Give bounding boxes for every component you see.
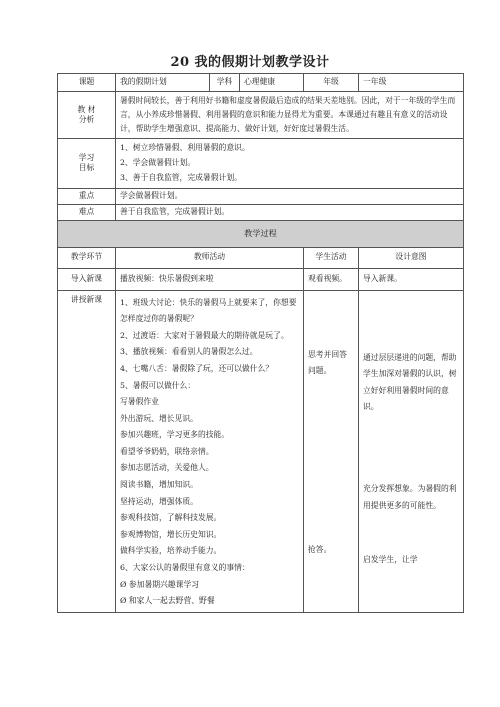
teacher-line: 参加兴趣班，学习更多的技能。	[120, 430, 230, 440]
teacher-line: 1、班级大讨论：快乐的暑假马上就要来了，你想要怎样度过你的暑假呢？	[120, 297, 297, 324]
goal-item: 1、树立珍惜暑假、利用暑假的意识。	[120, 143, 250, 153]
teacher-line: 外出游玩、增长见识。	[120, 413, 198, 423]
intro-stage: 导入新课	[58, 268, 116, 290]
grade-value: 一年级	[359, 74, 464, 92]
analysis-label-line-2: 分析	[78, 115, 95, 125]
teacher-line: 参观博物馆，增长历史知识。	[120, 529, 222, 539]
difficulty-label: 难点	[58, 204, 116, 220]
subject-label: 学科	[210, 74, 240, 92]
key-label: 重点	[58, 188, 116, 204]
teacher-line: 参观科技馆，了解科技发展。	[120, 513, 222, 523]
teacher-line: 4、七嘴八舌：暑假除了玩，还可以做什么？	[120, 363, 274, 373]
grade-label: 年级	[304, 74, 359, 92]
goals-label-line-1: 学习	[78, 152, 95, 162]
goal-item: 2、学会做暑假计划。	[120, 157, 196, 167]
header-teacher: 教师活动	[116, 247, 304, 268]
process-section-title: 教学过程	[58, 220, 464, 247]
teacher-line: Ø 参加暑期兴趣课学习	[120, 579, 200, 589]
lesson-plan-table	[57, 73, 464, 613]
teacher-line: 2、过渡语：大家对于暑假最大的期待就是玩了。	[120, 330, 289, 340]
info-row	[58, 74, 464, 92]
course-label: 课题	[58, 74, 116, 92]
lecture-teacher-activities	[116, 290, 304, 612]
lecture-design-intent	[359, 290, 464, 612]
design-intent-1: 通过层层递进的问题，帮助学生加深对暑假的认识，树立好好利用暑假时间的意识。	[363, 352, 457, 412]
analysis-text: 暑假时间较长，善于利用好书籍和虚度暑假最后造成的结果天差地别。因此，对于一年级的学生而言，从小养成珍惜暑假、利用暑假的意识和能力显得尤为重要。本课通过有趣且有意义的活动设计，帮助学生增强意识、提高能力、做好计划，好好度过暑假生活。	[116, 92, 464, 139]
teacher-line: 坚持运动，增强体质。	[120, 496, 198, 506]
intro-row	[58, 268, 464, 290]
design-intent-2: 充分发挥想象。为暑假的利用提供更多的可能性。	[363, 483, 457, 510]
difficulty-row	[58, 204, 464, 220]
intro-student: 观看视频。	[304, 268, 359, 290]
analysis-row	[58, 92, 464, 139]
process-header-row	[58, 247, 464, 268]
subject-value: 心理健康	[240, 74, 304, 92]
goals-list	[116, 139, 464, 188]
course-value: 我的假期计划	[116, 74, 210, 92]
goals-row	[58, 139, 464, 188]
teacher-line: 3、播放视频：看看别人的暑假怎么过。	[120, 347, 258, 357]
teacher-line: 写暑假作业	[120, 397, 159, 407]
header-intent: 设计意图	[359, 247, 464, 268]
difficulty-text: 善于自我监管，完成暑假计划。	[116, 204, 464, 220]
header-student: 学生活动	[304, 247, 359, 268]
goals-label	[58, 139, 116, 188]
goals-label-line-2: 目标	[78, 163, 95, 173]
teacher-line: 阅读书籍，增加知识。	[120, 480, 198, 490]
analysis-label-line-1: 教 材	[77, 104, 96, 114]
teacher-line: 看望爷爷奶奶，联络亲情。	[120, 446, 214, 456]
teacher-line: 参加志愿活动，关爱他人。	[120, 463, 214, 473]
process-section-row	[58, 220, 464, 247]
design-intent-3: 启发学生，让学	[363, 555, 418, 565]
student-activity-2: 抢答。	[308, 544, 332, 554]
header-stage: 教学环节	[58, 247, 116, 268]
page-title: 20 我的假期计划教学设计	[170, 55, 330, 70]
lecture-student-activities	[304, 290, 359, 612]
key-text: 学会做暑假计划。	[116, 188, 464, 204]
lecture-row	[58, 290, 464, 612]
teacher-line: 6、大家公认的暑假里有意义的事情：	[120, 563, 250, 573]
student-activity-1: 思考并回答问题。	[308, 349, 347, 376]
key-row	[58, 188, 464, 204]
goal-item: 3、善于自我监管，完成暑假计划。	[120, 172, 242, 182]
teacher-line: 做科学实验，培养动手能力。	[120, 546, 222, 556]
teacher-line: 5、暑假可以做什么：	[120, 380, 196, 390]
intro-intent: 导入新课。	[359, 268, 464, 290]
lecture-stage: 讲授新课	[58, 290, 116, 612]
analysis-label	[58, 92, 116, 139]
teacher-line: Ø 和家人一起去野营、野餐	[120, 596, 215, 606]
intro-teacher: 播放视频：快乐暑假到来啦	[116, 268, 304, 290]
